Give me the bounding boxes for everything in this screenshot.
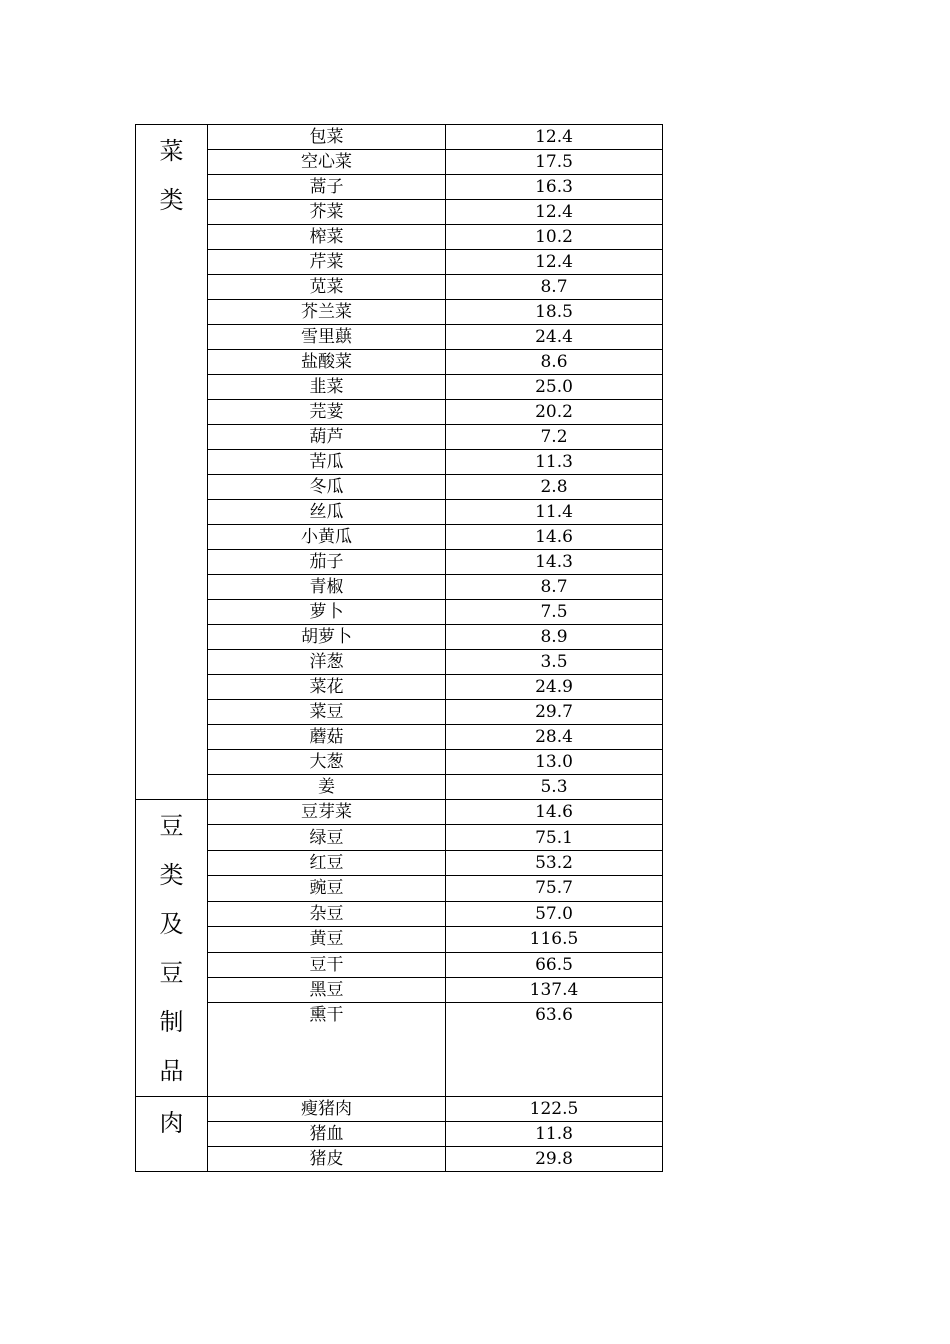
food-name-cell: 猪血 [208, 1122, 446, 1147]
food-name-cell: 芥兰菜 [208, 300, 446, 325]
table-body [136, 125, 663, 1172]
value-cell: 11.3 [446, 450, 663, 475]
table-row [136, 375, 663, 400]
food-name-cell: 胡萝卜 [208, 625, 446, 650]
food-name-cell: 蒿子 [208, 175, 446, 200]
category-char: 豆 [159, 812, 184, 840]
value-cell: 75.7 [446, 876, 663, 901]
food-name-cell: 黑豆 [208, 977, 446, 1002]
food-name-cell: 绿豆 [208, 825, 446, 850]
value-cell: 20.2 [446, 400, 663, 425]
food-name-cell: 葫芦 [208, 425, 446, 450]
food-name-cell: 瘦猪肉 [208, 1097, 446, 1122]
table-row [136, 575, 663, 600]
value-cell: 66.5 [446, 952, 663, 977]
table-row [136, 450, 663, 475]
table-row [136, 675, 663, 700]
value-cell: 3.5 [446, 650, 663, 675]
table-row [136, 175, 663, 200]
value-cell: 2.8 [446, 475, 663, 500]
category-char: 品 [159, 1057, 184, 1085]
value-cell: 12.4 [446, 125, 663, 150]
value-cell: 14.6 [446, 525, 663, 550]
table-row [136, 275, 663, 300]
value-cell: 24.9 [446, 675, 663, 700]
value-cell: 12.4 [446, 200, 663, 225]
food-name-cell: 大葱 [208, 750, 446, 775]
food-name-cell: 姜 [208, 775, 446, 800]
table-row [136, 125, 663, 150]
table-row [136, 325, 663, 350]
table-row [136, 725, 663, 750]
value-cell: 63.6 [446, 1003, 663, 1097]
food-name-cell: 熏干 [208, 1003, 446, 1097]
value-cell: 8.7 [446, 275, 663, 300]
category-cell [136, 800, 208, 1097]
table-row [136, 977, 663, 1002]
value-cell: 137.4 [446, 977, 663, 1002]
category-char: 类 [159, 186, 184, 214]
table-row [136, 927, 663, 952]
value-cell: 12.4 [446, 250, 663, 275]
food-name-cell: 榨菜 [208, 225, 446, 250]
table-row [136, 525, 663, 550]
value-cell: 28.4 [446, 725, 663, 750]
table-row [136, 1147, 663, 1172]
value-cell: 57.0 [446, 901, 663, 926]
food-name-cell: 黄豆 [208, 927, 446, 952]
value-cell: 14.6 [446, 800, 663, 825]
food-name-cell: 盐酸菜 [208, 350, 446, 375]
value-cell: 11.8 [446, 1122, 663, 1147]
table-row [136, 750, 663, 775]
food-name-cell: 蘑菇 [208, 725, 446, 750]
food-name-cell: 韭菜 [208, 375, 446, 400]
food-data-table [135, 124, 663, 1172]
value-cell: 11.4 [446, 500, 663, 525]
food-name-cell: 豆芽菜 [208, 800, 446, 825]
food-name-cell: 萝卜 [208, 600, 446, 625]
category-char: 制 [159, 1008, 184, 1036]
category-cell [136, 1097, 208, 1172]
value-cell: 18.5 [446, 300, 663, 325]
table-row [136, 500, 663, 525]
value-cell: 75.1 [446, 825, 663, 850]
value-cell: 8.7 [446, 575, 663, 600]
food-name-cell: 空心菜 [208, 150, 446, 175]
table-row [136, 300, 663, 325]
food-name-cell: 青椒 [208, 575, 446, 600]
food-name-cell: 菜花 [208, 675, 446, 700]
value-cell: 29.7 [446, 700, 663, 725]
food-name-cell: 苦瓜 [208, 450, 446, 475]
value-cell: 53.2 [446, 850, 663, 875]
category-char: 豆 [159, 959, 184, 987]
table-row [136, 1003, 663, 1097]
table-row [136, 350, 663, 375]
value-cell: 14.3 [446, 550, 663, 575]
table-row [136, 600, 663, 625]
food-name-cell: 茄子 [208, 550, 446, 575]
food-name-cell: 芫荽 [208, 400, 446, 425]
table-row [136, 1097, 663, 1122]
value-cell: 13.0 [446, 750, 663, 775]
food-name-cell: 红豆 [208, 850, 446, 875]
value-cell: 116.5 [446, 927, 663, 952]
table-row [136, 1122, 663, 1147]
table-row [136, 250, 663, 275]
table-row [136, 550, 663, 575]
food-name-cell: 豌豆 [208, 876, 446, 901]
food-name-cell: 豆干 [208, 952, 446, 977]
food-name-cell: 芹菜 [208, 250, 446, 275]
value-cell: 24.4 [446, 325, 663, 350]
food-name-cell: 小黄瓜 [208, 525, 446, 550]
food-name-cell: 猪皮 [208, 1147, 446, 1172]
table-row [136, 775, 663, 800]
table-row [136, 200, 663, 225]
table-row [136, 650, 663, 675]
category-cell [136, 125, 208, 800]
table-row [136, 700, 663, 725]
value-cell: 25.0 [446, 375, 663, 400]
table-row [136, 475, 663, 500]
table-row [136, 400, 663, 425]
food-name-cell: 冬瓜 [208, 475, 446, 500]
category-char: 类 [159, 861, 184, 889]
food-name-cell: 雪里蕻 [208, 325, 446, 350]
table-row [136, 901, 663, 926]
category-char: 及 [159, 910, 184, 938]
value-cell: 17.5 [446, 150, 663, 175]
food-name-cell: 洋葱 [208, 650, 446, 675]
food-name-cell: 芥菜 [208, 200, 446, 225]
table-row [136, 825, 663, 850]
table-row [136, 850, 663, 875]
value-cell: 16.3 [446, 175, 663, 200]
category-char: 菜 [159, 137, 184, 165]
table-row [136, 225, 663, 250]
value-cell: 10.2 [446, 225, 663, 250]
food-name-cell: 苋菜 [208, 275, 446, 300]
food-name-cell: 杂豆 [208, 901, 446, 926]
table-row [136, 952, 663, 977]
table-row [136, 800, 663, 825]
food-name-cell: 丝瓜 [208, 500, 446, 525]
value-cell: 8.6 [446, 350, 663, 375]
table-row [136, 150, 663, 175]
table-row [136, 625, 663, 650]
food-name-cell: 菜豆 [208, 700, 446, 725]
value-cell: 7.2 [446, 425, 663, 450]
value-cell: 122.5 [446, 1097, 663, 1122]
value-cell: 7.5 [446, 600, 663, 625]
table-row [136, 876, 663, 901]
food-name-cell: 包菜 [208, 125, 446, 150]
value-cell: 8.9 [446, 625, 663, 650]
table-row [136, 425, 663, 450]
category-char: 肉 [159, 1109, 184, 1137]
value-cell: 5.3 [446, 775, 663, 800]
value-cell: 29.8 [446, 1147, 663, 1172]
